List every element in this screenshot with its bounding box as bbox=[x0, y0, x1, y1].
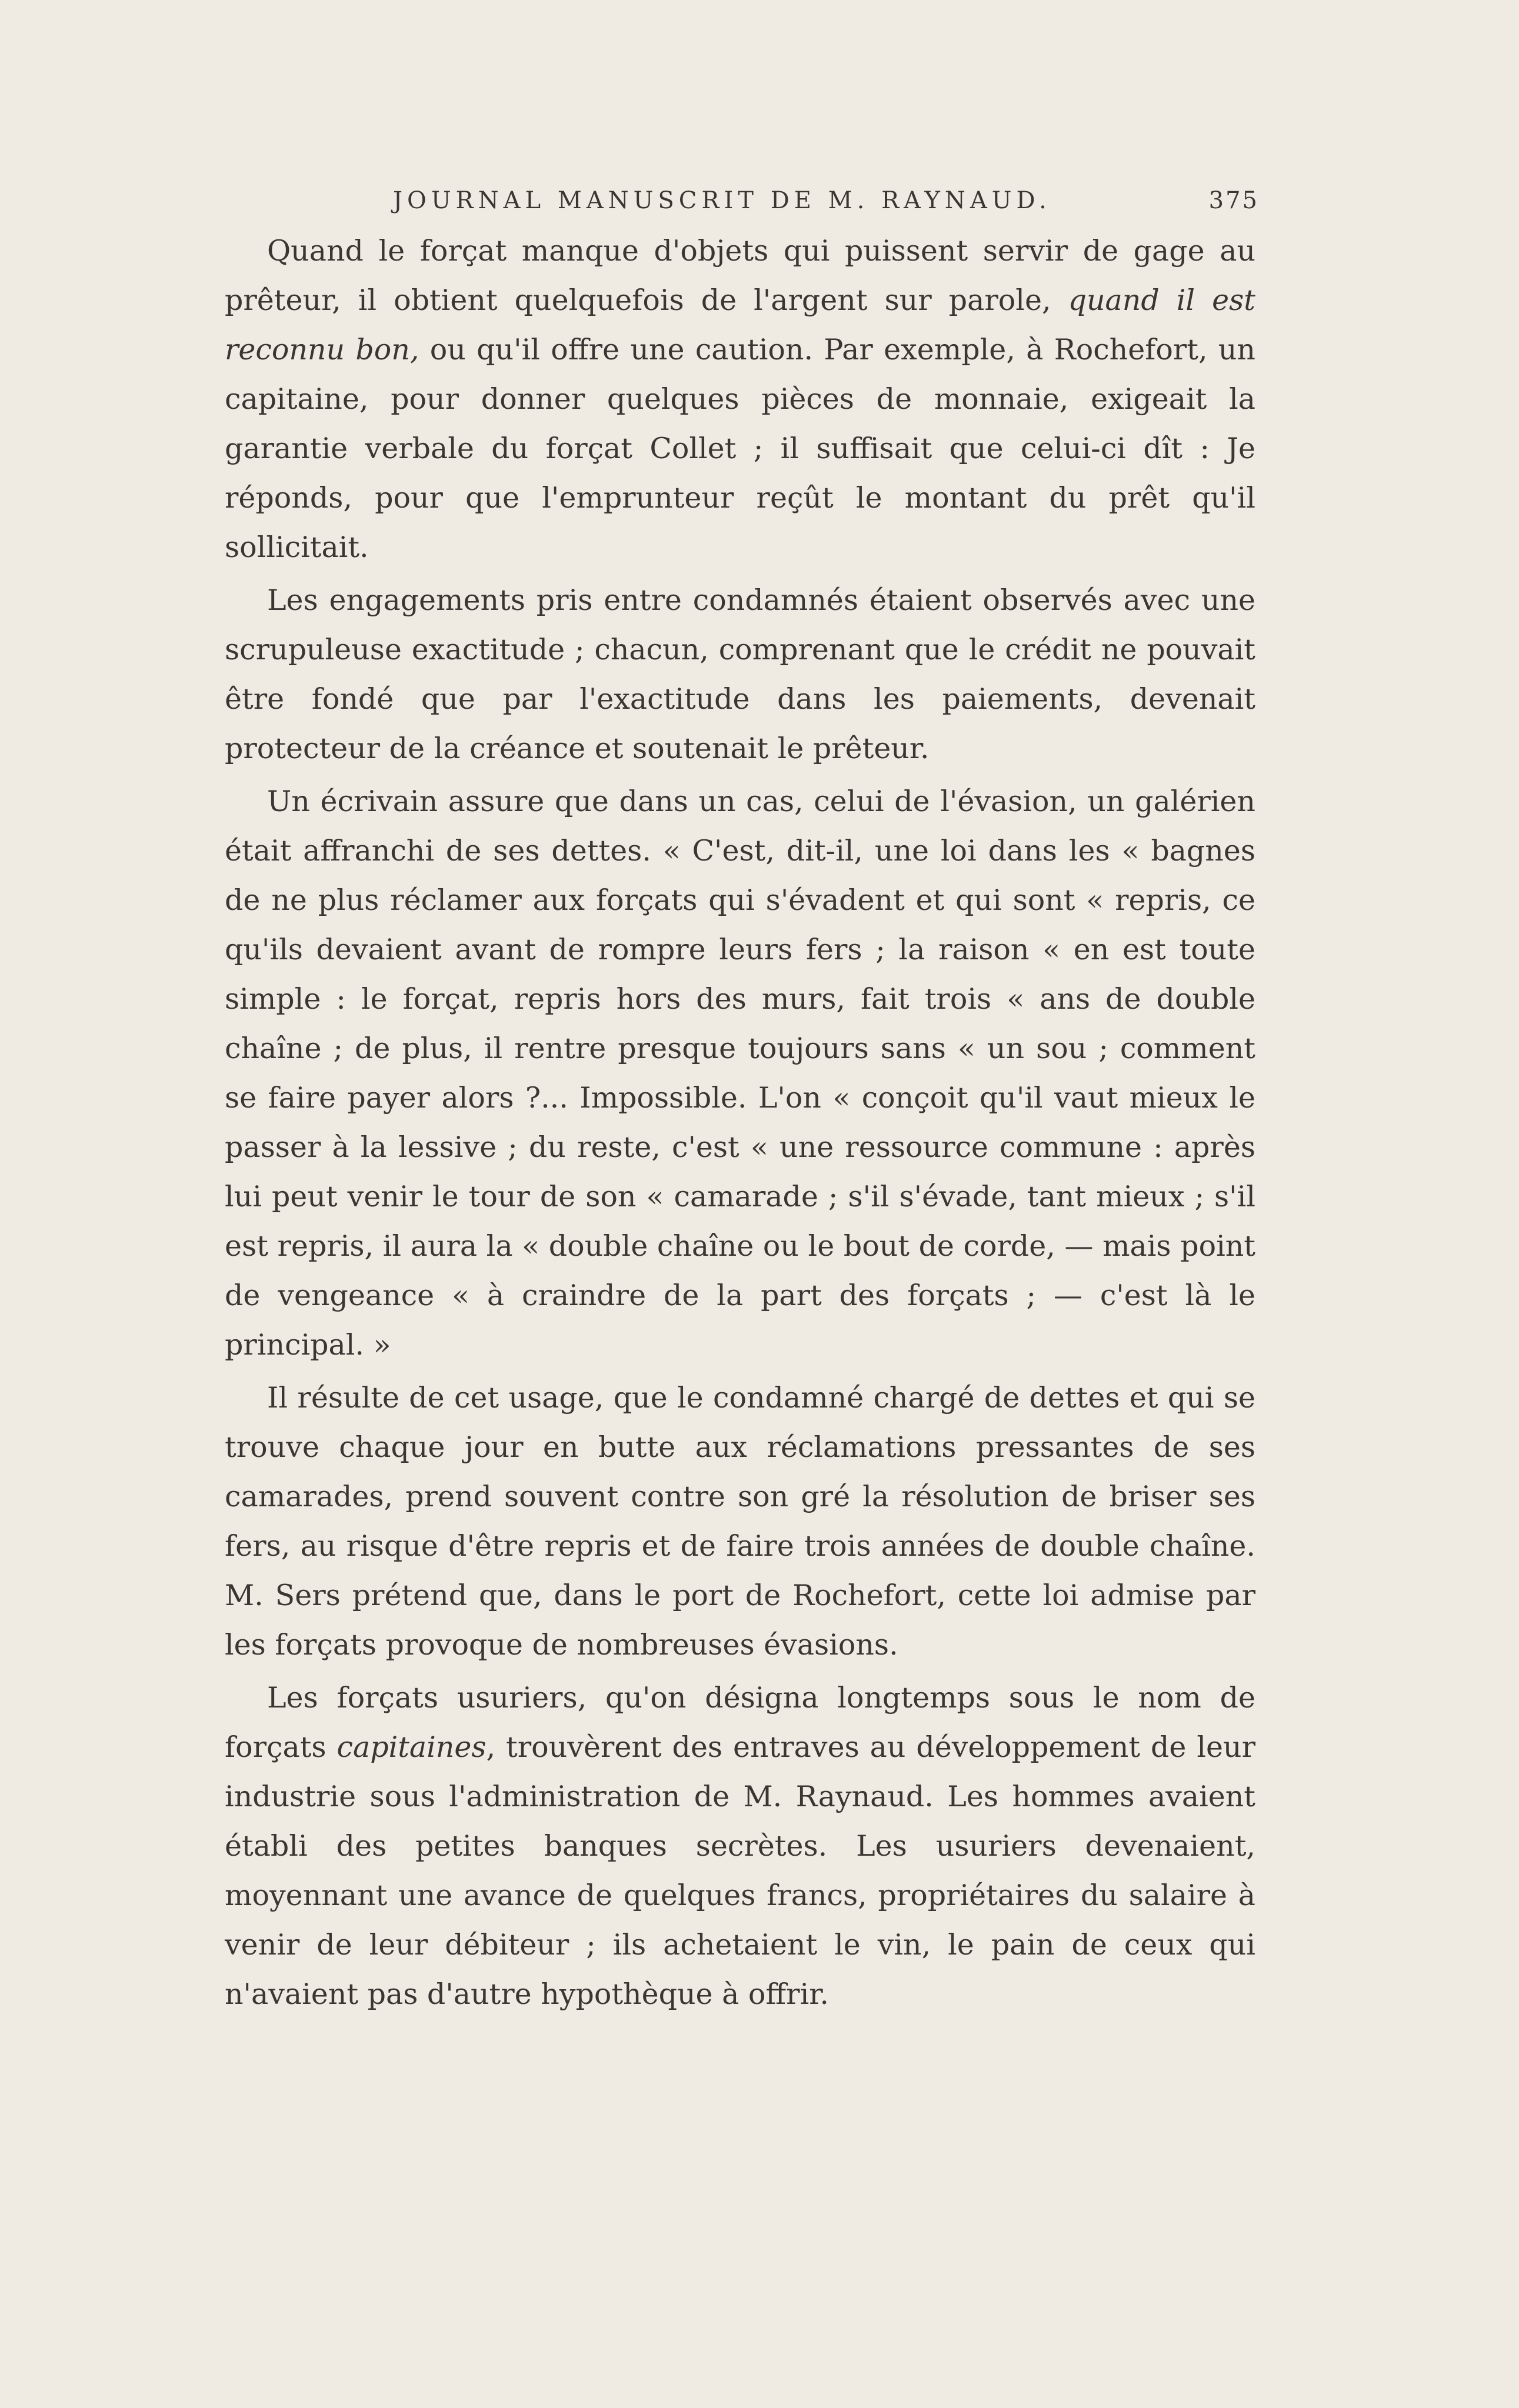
paragraph-1-text-a: Quand le forçat manque d'objets qui puissent servir de gage au prêteur, il obtient quelquefois de l'argent sur parole, bbox=[225, 234, 1255, 317]
paragraph-5-text-b: , trouvèrent des entraves au développement de leur industrie sous l'administration de M. Raynaud. Les hommes avaient établi des petites banques secrètes. Les usuriers devenaient, moyennant une avance de quelques francs, propriétaires du salaire à venir de leur débiteur ; ils achetaient le vin, le pain de ceux qui n'avaient pas d'autre hypothèque à offrir. bbox=[225, 1730, 1256, 2011]
paragraph-4: Il résulte de cet usage, que le condamné chargé de dettes et qui se trouve chaque jour en butte aux réclamations pressantes de ses camarades, prend souvent contre son gré la résolution de briser ses fers, au risque d'être repris et de faire trois années de double chaîne. M. Sers prétend que, dans le port de Rochefort, cette loi admise par les forçats provoque de nombreuses évasions. bbox=[225, 1381, 1255, 1662]
page-number: 375 bbox=[1208, 187, 1259, 214]
paragraph-1 bbox=[225, 226, 1255, 572]
running-title: JOURNAL MANUSCRIT DE M. RAYNAUD. bbox=[393, 187, 1051, 214]
paragraph-1-italic: quand il est reconnu bon, bbox=[225, 284, 1255, 366]
paragraph-1-text-b: ou qu'il offre une caution. Par exemple, à Rochefort, un capitaine, pour donner quelques pièces de monnaie, exigeait la garantie verbale du forçat Collet ; il suffisait que celui-ci dît : Je réponds, pour que l'emprunteur reçût le montant du prêt qu'il sollicitait. bbox=[225, 333, 1255, 564]
paragraph-5-text-a: Les forçats usuriers, qu'on désigna longtemps sous le nom de forçats bbox=[225, 1681, 1255, 1764]
body-text bbox=[225, 226, 1255, 2023]
page-header bbox=[247, 187, 1259, 222]
paragraph-2: Les engagements pris entre condamnés étaient observés avec une scrupuleuse exactitude ; chacun, comprenant que le crédit ne pouvait être fondé que par l'exactitude dans les paiements, devenait protecteur de la créance et soutenait le prêteur. bbox=[225, 583, 1255, 765]
paragraph-3: Un écrivain assure que dans un cas, celui de l'évasion, un galérien était affranchi de ses dettes. « C'est, dit-il, une loi dans les « bagnes de ne plus réclamer aux forçats qui s'évadent et qui sont « repris, ce qu'ils devaient avant de rompre leurs fers ; la raison « en est toute simple : le forçat, repris hors des murs, fait trois « ans de double chaîne ; de plus, il rentre presque toujours sans « un sou ; comment se faire payer alors ?... Impossible. L'on « conçoit qu'il vaut mieux le passer à la lessive ; du reste, c'est « une ressource commune : après lui peut venir le tour de son « camarade ; s'il s'évade, tant mieux ; s'il est repris, il aura la « double chaîne ou le bout de corde, — mais point de vengeance « à craindre de la part des forçats ; — c'est là le principal. » bbox=[225, 785, 1255, 1362]
paragraph-5 bbox=[225, 1673, 1255, 2019]
paragraph-5-italic: capitaines bbox=[337, 1730, 487, 1764]
